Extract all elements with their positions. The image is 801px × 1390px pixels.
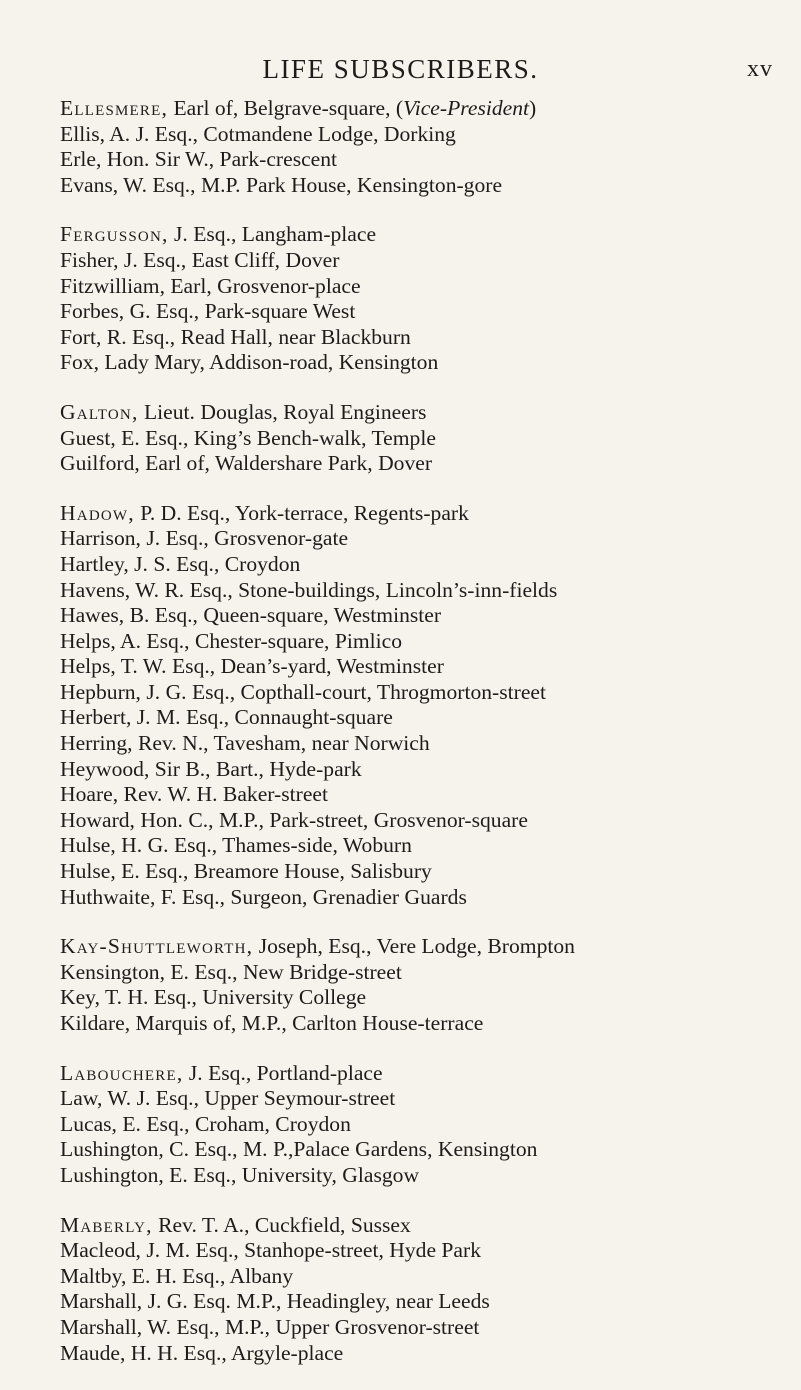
subscriber-entry [60, 173, 800, 199]
subscriber-details: R. Esq., Read Hall, near Blackburn [101, 324, 411, 349]
subscriber-surname: Guilford, [60, 451, 140, 476]
subscriber-details: Sir B., Bart., Hyde-park [149, 756, 362, 781]
subscriber-entry [60, 147, 800, 173]
subscriber-details: J. Esq., Grosvenor-gate [140, 526, 349, 551]
subscriber-details: Earl of, Belgrave-square, ( [168, 96, 404, 120]
subscriber-surname: Heywood, [60, 756, 150, 781]
subscriber-entry [60, 1061, 800, 1087]
subscriber-surname: Havens, [60, 577, 131, 602]
subscriber-surname: Kildare, [60, 1011, 131, 1035]
subscriber-surname: Hulse, [60, 859, 116, 884]
subscriber-details: E. Esq., Croham, Croydon [116, 1111, 351, 1136]
subscriber-details: Lieut. Douglas, Royal Engineers [138, 399, 427, 424]
subscriber-entry [60, 222, 800, 248]
subscriber-surname: Fox, [60, 350, 100, 375]
subscriber-details: E. Esq., University, Glasgow [163, 1162, 420, 1187]
subscriber-entry [60, 885, 800, 911]
subscriber-entry [60, 451, 800, 477]
subscriber-entry [60, 960, 800, 986]
running-head [0, 54, 801, 88]
page-title: LIFE SUBSCRIBERS. [262, 54, 539, 84]
subscriber-details: P. D. Esq., York-terrace, Regents-park [134, 500, 469, 525]
subscriber-details: Joseph, Esq., Vere Lodge, Brompton [253, 934, 575, 959]
subscriber-entry [60, 808, 800, 834]
section-l [60, 1061, 800, 1189]
page-number: xv [747, 56, 773, 82]
subscriber-details: Hon. C., M.P., Park-street, Grosvenor-square [134, 807, 528, 832]
section-g [60, 400, 800, 477]
subscriber-surname: Ellesmere, [60, 96, 169, 120]
subscriber-entry [60, 1137, 800, 1163]
subscriber-details: Rev. N., Tavesham, near Norwich [132, 731, 430, 756]
section-k [60, 934, 800, 1036]
subscriber-details: J. Esq., East Cliff, Dover [118, 247, 340, 272]
subscriber-role: Vice-President [403, 96, 530, 120]
subscriber-entry [60, 122, 800, 148]
subscriber-surname: Hartley, [60, 551, 129, 576]
subscriber-entry [60, 603, 800, 629]
subscriber-details: H. G. Esq., Thames-side, Woburn [115, 833, 412, 858]
subscriber-entry [60, 578, 800, 604]
subscriber-details: C. Esq., M. P.,Palace Gardens, Kensington [163, 1137, 538, 1162]
subscriber-entry [60, 1213, 800, 1239]
subscriber-entry [60, 731, 800, 757]
subscriber-surname: Fort, [60, 324, 102, 349]
subscriber-surname: Guest, [60, 425, 116, 450]
subscriber-surname: Law, [60, 1086, 103, 1111]
subscriber-surname: Marshall, [60, 1314, 143, 1339]
subscriber-details: J. Esq., Portland-place [183, 1060, 383, 1085]
subscriber-surname: Huthwaite, [60, 884, 156, 909]
subscriber-entry [60, 985, 800, 1011]
subscriber-details: E. Esq., New Bridge-street [164, 959, 402, 984]
subscriber-entry [60, 1315, 800, 1341]
subscriber-surname: Helps, [60, 628, 116, 653]
subscriber-entry [60, 1264, 800, 1290]
subscriber-entry [60, 757, 800, 783]
subscriber-entry [60, 350, 800, 376]
subscriber-entry [60, 96, 800, 122]
subscriber-entry [60, 325, 800, 351]
subscriber-entry [60, 1289, 800, 1315]
subscriber-details: W. J. Esq., Upper Seymour-street [102, 1086, 396, 1111]
subscriber-surname: Erle, [60, 147, 102, 172]
subscriber-surname: Harrison, [60, 526, 141, 551]
subscriber-entry [60, 654, 800, 680]
subscriber-details-tail: ) [529, 96, 537, 120]
subscriber-surname: Herbert, [60, 705, 132, 730]
subscriber-surname: Kay-Shuttleworth, [60, 934, 254, 959]
subscriber-entry [60, 705, 800, 731]
subscriber-details: A. Esq., Chester-square, Pimlico [115, 628, 403, 653]
subscriber-details: T. H. Esq., University College [99, 985, 367, 1010]
subscriber-details: Hon. Sir W., Park-crescent [101, 147, 338, 172]
subscriber-details: J. G. Esq., Copthall-court, Throgmorton-street [140, 679, 546, 704]
subscriber-surname: Labouchere, [60, 1060, 184, 1085]
subscriber-surname: Lucas, [60, 1111, 117, 1136]
subscriber-surname: Key, [60, 985, 100, 1010]
subscriber-details: J. G. Esq. M.P., Headingley, near Leeds [142, 1289, 490, 1314]
subscriber-details: F. Esq., Surgeon, Grenadier Guards [155, 884, 467, 909]
subscriber-surname: Fitzwilliam, [60, 273, 165, 298]
subscriber-details: H. H. Esq., Argyle-place [125, 1340, 344, 1365]
subscriber-entry [60, 501, 800, 527]
subscriber-surname: Evans, [60, 172, 119, 197]
subscriber-details: J. Esq., Langham-place [168, 222, 377, 247]
subscriber-surname: Helps, [60, 654, 116, 679]
section-f [60, 222, 800, 376]
subscriber-surname: Ellis, [60, 121, 105, 146]
subscriber-surname: Herring, [60, 731, 133, 756]
subscriber-details: Lady Mary, Addison-road, Kensington [99, 350, 439, 375]
subscriber-details: J. M. Esq., Stanhope-street, Hyde Park [140, 1238, 482, 1263]
subscriber-surname: Maltby, [60, 1263, 127, 1288]
subscriber-entry [60, 1238, 800, 1264]
subscriber-entry [60, 426, 800, 452]
subscriber-surname: Hadow, [60, 500, 135, 525]
subscriber-surname: Galton, [60, 399, 139, 424]
subscriber-entry [60, 248, 800, 274]
subscriber-details: W. R. Esq., Stone-buildings, Lincoln’s-inn-fields [130, 577, 558, 602]
subscriber-entry [60, 782, 800, 808]
subscriber-surname: Hulse, [60, 833, 116, 858]
subscriber-details: Marquis of, M.P., Carlton House-terrace [130, 1011, 484, 1035]
subscriber-details: W. Esq., M.P. Park House, Kensington-gore [118, 172, 503, 197]
subscriber-surname: Maude, [60, 1340, 126, 1365]
subscriber-surname: Forbes, [60, 299, 125, 324]
subscriber-surname: Hawes, [60, 603, 125, 628]
subscriber-surname: Maberly, [60, 1212, 153, 1237]
section-e [60, 96, 800, 198]
subscriber-surname: Kensington, [60, 959, 165, 984]
subscriber-surname: Fergusson, [60, 222, 169, 247]
subscriber-entry [60, 1086, 800, 1112]
subscriber-surname: Hepburn, [60, 679, 141, 704]
subscriber-details: E. H. Esq., Albany [126, 1263, 294, 1288]
subscriber-entry [60, 1112, 800, 1138]
subscriber-details: J. S. Esq., Croydon [128, 551, 301, 576]
subscriber-surname: Howard, [60, 807, 135, 832]
subscriber-entry [60, 274, 800, 300]
subscriber-details: A. J. Esq., Cotmandene Lodge, Dorking [105, 121, 456, 146]
subscriber-details: T. W. Esq., Dean’s-yard, Westminster [115, 654, 444, 679]
subscriber-entry [60, 934, 800, 960]
subscriber-surname: Macleod, [60, 1238, 141, 1263]
subscriber-entry [60, 833, 800, 859]
subscriber-surname: Fisher, [60, 247, 119, 272]
subscriber-details: Earl of, Waldershare Park, Dover [139, 451, 433, 476]
subscriber-entry [60, 1163, 800, 1189]
subscriber-entry [60, 629, 800, 655]
subscriber-entry [60, 680, 800, 706]
subscriber-surname: Hoare, [60, 782, 119, 807]
section-h [60, 501, 800, 911]
subscriber-details: Rev. W. H. Baker-street [118, 782, 329, 807]
subscriber-details: E. Esq., King’s Bench-walk, Temple [115, 425, 436, 450]
subscriber-entry [60, 526, 800, 552]
subscriber-entry [60, 859, 800, 885]
section-m [60, 1213, 800, 1367]
subscriber-entry [60, 1341, 800, 1367]
subscriber-details: B. Esq., Queen-square, Westminster [124, 603, 442, 628]
subscriber-details: E. Esq., Breamore House, Salisbury [115, 859, 432, 884]
subscriber-surname: Marshall, [60, 1289, 143, 1314]
subscriber-details: Earl, Grosvenor-place [164, 273, 361, 298]
subscriber-details: Rev. T. A., Cuckfield, Sussex [152, 1212, 411, 1237]
subscriber-entry [60, 400, 800, 426]
subscriber-details: G. Esq., Park-square West [124, 299, 356, 324]
subscriber-details: W. Esq., M.P., Upper Grosvenor-street [142, 1314, 480, 1339]
subscriber-entry [60, 299, 800, 325]
subscriber-entry [60, 552, 800, 578]
subscriber-list [60, 96, 800, 1390]
subscriber-surname: Lushington, [60, 1162, 164, 1187]
subscriber-entry [60, 1011, 800, 1037]
subscriber-surname: Lushington, [60, 1137, 164, 1162]
subscriber-details: J. M. Esq., Connaught-square [131, 705, 393, 730]
